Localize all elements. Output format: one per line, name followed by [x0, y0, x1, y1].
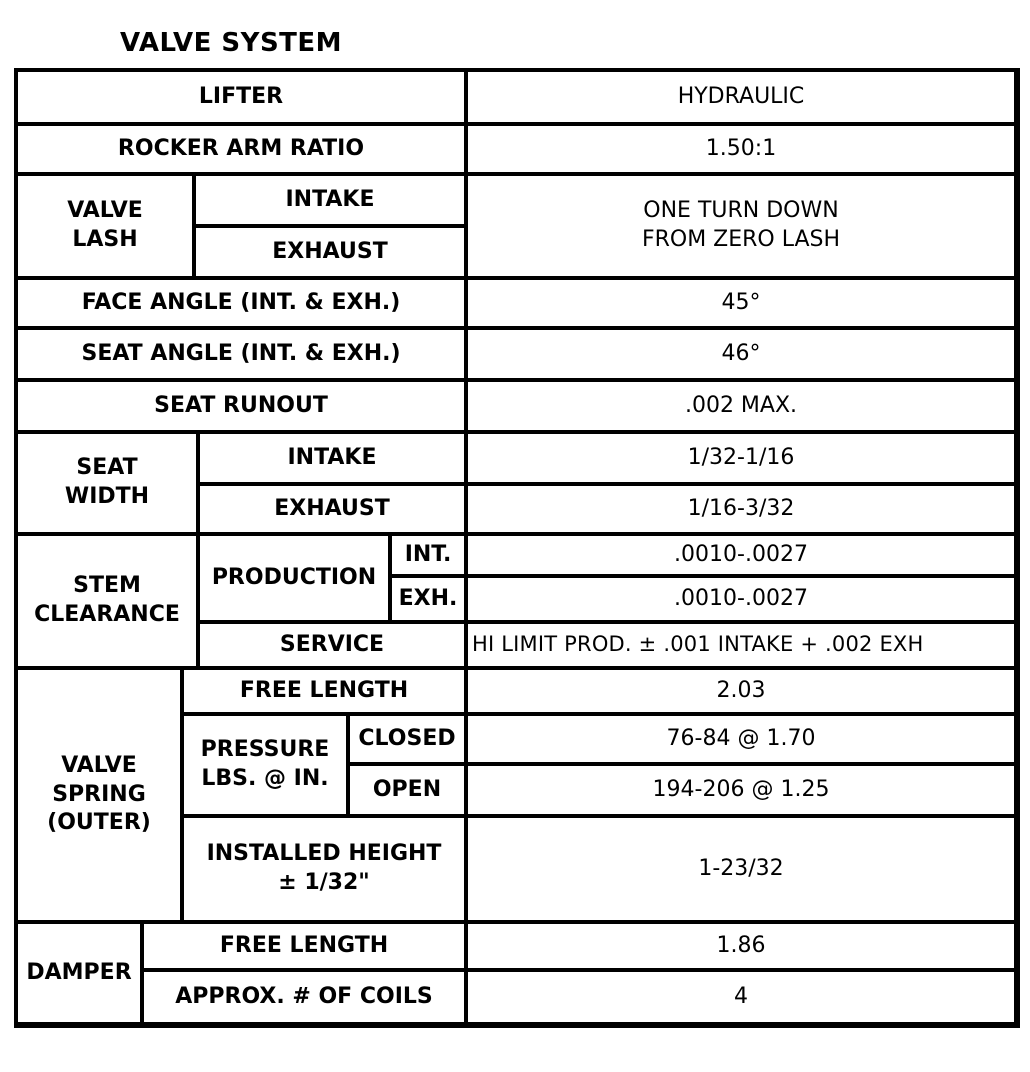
spring-free-length-label: FREE LENGTH — [182, 668, 466, 714]
damper-free-length-label: FREE LENGTH — [142, 922, 466, 970]
spring-free-length-value: 2.03 — [466, 668, 1016, 714]
seat-width-exhaust-value: 1/16-3/32 — [466, 484, 1016, 534]
damper-coils-value: 4 — [466, 970, 1016, 1024]
stem-int-value: .0010-.0027 — [466, 534, 1016, 576]
table-frame — [14, 68, 1020, 1028]
lifter-label: LIFTER — [16, 70, 466, 124]
seat-angle-label: SEAT ANGLE (INT. & EXH.) — [16, 328, 466, 380]
spring-pressure-label: PRESSURE LBS. @ IN. — [182, 714, 348, 816]
spring-open-value: 194-206 @ 1.25 — [466, 764, 1016, 816]
damper-label: DAMPER — [16, 922, 142, 1024]
seat-width-intake-value: 1/32-1/16 — [466, 432, 1016, 484]
seat-runout-value: .002 MAX. — [466, 380, 1016, 432]
spring-installed-height-label: INSTALLED HEIGHT ± 1/32" — [182, 816, 466, 922]
stem-exh-label: EXH. — [390, 576, 466, 622]
stem-production-label: PRODUCTION — [198, 534, 390, 622]
valve-spring-label: VALVE SPRING (OUTER) — [16, 668, 182, 922]
seat-angle-value: 46° — [466, 328, 1016, 380]
seat-width-exhaust-label: EXHAUST — [198, 484, 466, 534]
spring-closed-value: 76-84 @ 1.70 — [466, 714, 1016, 764]
seat-width-intake-label: INTAKE — [198, 432, 466, 484]
valve-lash-value: ONE TURN DOWN FROM ZERO LASH — [466, 174, 1016, 278]
page-title: VALVE SYSTEM — [120, 28, 343, 58]
column-divider — [464, 68, 468, 1026]
face-angle-label: FACE ANGLE (INT. & EXH.) — [16, 278, 466, 328]
valve-lash-intake-label: INTAKE — [194, 174, 466, 226]
spring-closed-label: CLOSED — [348, 714, 466, 764]
damper-coils-label: APPROX. # OF COILS — [142, 970, 466, 1024]
damper-free-length-value: 1.86 — [466, 922, 1016, 970]
stem-clearance-label: STEM CLEARANCE — [16, 534, 198, 668]
seat-runout-label: SEAT RUNOUT — [16, 380, 466, 432]
stem-service-value: HI LIMIT PROD. ± .001 INTAKE + .002 EXH — [466, 622, 1016, 668]
spring-installed-height-value: 1-23/32 — [466, 816, 1016, 922]
spring-open-label: OPEN — [348, 764, 466, 816]
rocker-arm-ratio-value: 1.50:1 — [466, 124, 1016, 174]
stem-exh-value: .0010-.0027 — [466, 576, 1016, 622]
stem-int-label: INT. — [390, 534, 466, 576]
rocker-arm-ratio-label: ROCKER ARM RATIO — [16, 124, 466, 174]
lifter-value: HYDRAULIC — [466, 70, 1016, 124]
valve-lash-label: VALVE LASH — [16, 174, 194, 278]
seat-width-label: SEAT WIDTH — [16, 432, 198, 534]
face-angle-value: 45° — [466, 278, 1016, 328]
stem-service-label: SERVICE — [198, 622, 466, 668]
valve-lash-exhaust-label: EXHAUST — [194, 226, 466, 278]
